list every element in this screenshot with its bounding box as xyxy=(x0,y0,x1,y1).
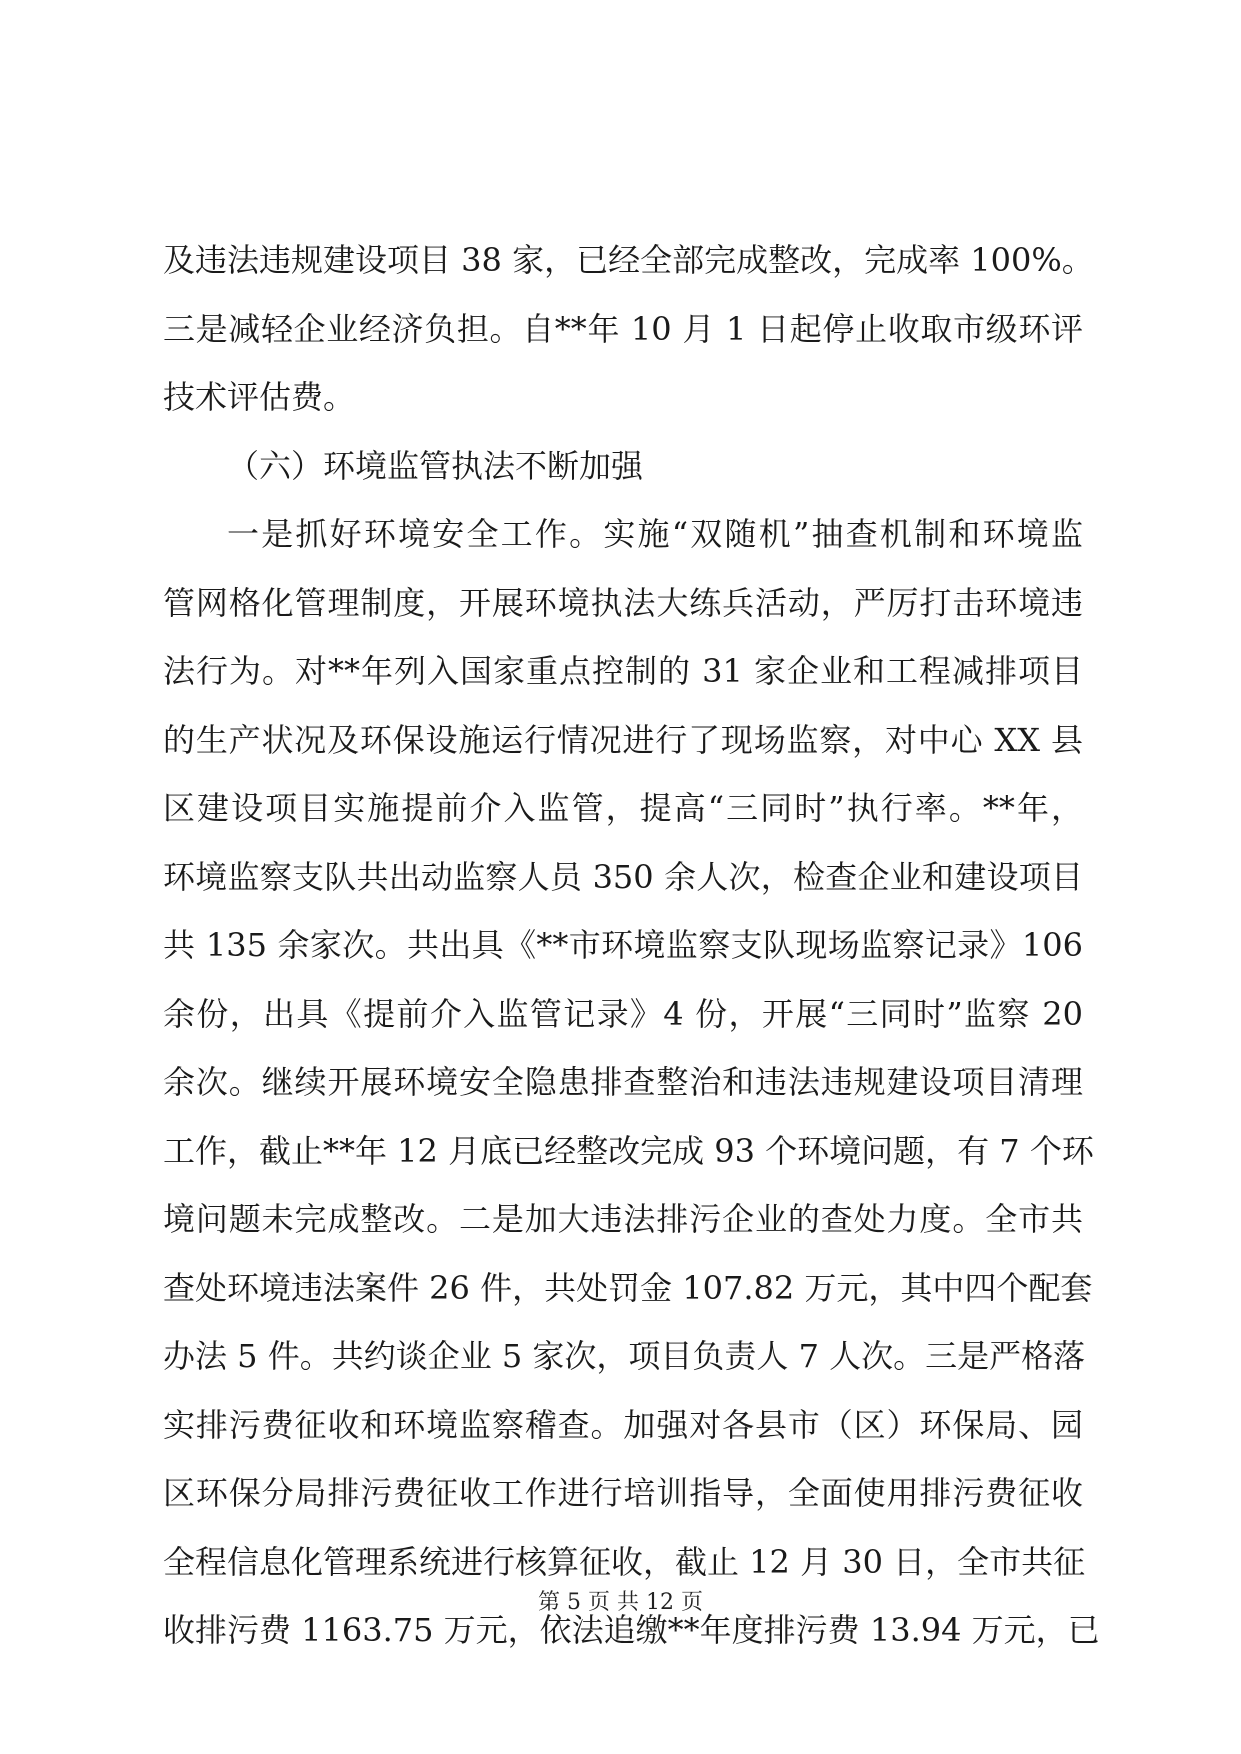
text-line: 的生产状况及环保设施运行情况进行了现场监察，对中心 XX 县 xyxy=(163,720,1083,759)
document-body xyxy=(163,226,1100,1665)
text-line: 三是减轻企业经济负担。自**年 10 月 1 日起停止收取市级环评 xyxy=(163,309,1083,348)
text-line: 共 135 余家次。共出具《**市环境监察支队现场监察记录》106 xyxy=(163,926,1083,964)
section-heading: （六）环境监管执法不断加强 xyxy=(227,446,644,485)
text-line: 收排污费 1163.75 万元，依法追缴**年度排污费 13.94 万元，已 xyxy=(163,1611,1100,1649)
text-line: 境问题未完成整改。二是加大违法排污企业的查处力度。全市共 xyxy=(163,1200,1083,1238)
page-number-footer: 第 5 页 共 12 页 xyxy=(538,1590,703,1615)
text-line: 余次。继续开展环境安全隐患排查整治和违法违规建设项目清理 xyxy=(163,1063,1083,1101)
text-line: 及违法违规建设项目 38 家，已经全部完成整改，完成率 100%。 xyxy=(163,241,1094,279)
paragraph-first-line: 一是抓好环境安全工作。实施“双随机”抽查机制和环境监 xyxy=(227,515,1083,553)
text-line: 环境监察支队共出动监察人员 350 余人次，检查企业和建设项目 xyxy=(163,857,1083,896)
text-line: 实排污费征收和环境监察稽查。加强对各县市（区）环保局、园 xyxy=(163,1405,1083,1444)
text-line: 查处环境违法案件 26 件，共处罚金 107.82 万元，其中四个配套 xyxy=(163,1268,1093,1307)
text-line: 区环保分局排污费征收工作进行培训指导，全面使用排污费征收 xyxy=(163,1474,1083,1512)
text-line: 余份，出具《提前介入监管记录》4 份，开展“三同时”监察 20 xyxy=(163,994,1083,1033)
text-line: 区建设项目实施提前介入监管，提高“三同时”执行率。**年， xyxy=(163,789,1083,827)
text-line: 管网格化管理制度，开展环境执法大练兵活动，严厉打击环境违 xyxy=(163,583,1083,622)
text-line: 办法 5 件。共约谈企业 5 家次，项目负责人 7 人次。三是严格落 xyxy=(163,1337,1086,1375)
text-line: 技术评估费。 xyxy=(163,378,356,416)
text-line: 全程信息化管理系统进行核算征收，截止 12 月 30 日，全市共征 xyxy=(163,1542,1086,1581)
text-line: 工作，截止**年 12 月底已经整改完成 93 个环境问题，有 7 个环 xyxy=(163,1131,1094,1170)
text-line: 法行为。对**年列入国家重点控制的 31 家企业和工程减排项目 xyxy=(163,652,1083,690)
